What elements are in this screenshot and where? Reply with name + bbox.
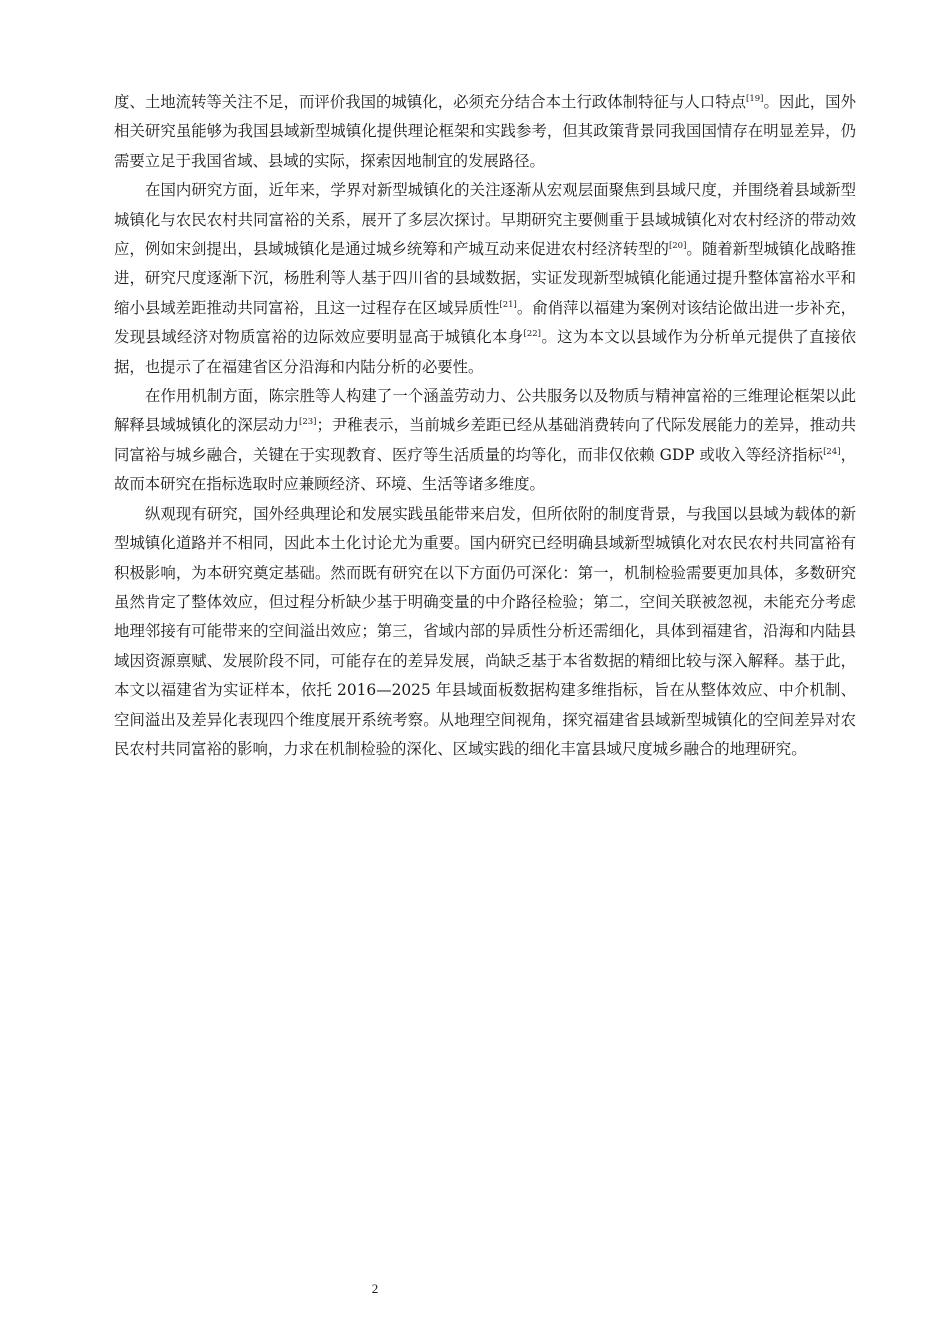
body-text [114,88,856,764]
paragraph-text: ，故而本研究在指标选取时应兼顾经济、环境、生活等诸多维度。 [114,445,856,494]
citation-marker: [20] [668,241,687,252]
paragraph-text: 。这为本文以县域作为分析单元提供了直接依据，也提示了在福建省区分沿海和内陆分析的必要性。 [114,328,856,376]
paragraph-text: 。随着新型城镇化战略推进，研究尺度逐渐下沉，杨胜利等人基于四川省的县域数据，实证发现新型城镇化能通过提升整体富裕水平和缩小县域差距推动共同富裕，且这一过程存在区域异质性 [114,240,856,317]
paragraph-text: 在作用机制方面，陈宗胜等人构建了一个涵盖劳动力、公共服务以及物质与精神富裕的三维理论框架以此解释县域城镇化的深层动力 [114,387,856,435]
paragraph-text: 度、土地流转等关注不足，而评价我国的城镇化，必须充分结合本土行政体制特征与人口特点 [114,93,747,111]
paragraph-text: 。因此，国外相关研究虽能够为我国县域新型城镇化提供理论框架和实践参考，但其政策背景同我国国情存在明显差异，仍需要立足于我国省域、县域的实际，探索因地制宜的发展路径。 [114,93,856,170]
citation-marker: [21] [499,299,517,310]
paragraph-text: 在国内研究方面，近年来，学界对新型城镇化的关注逐渐从宏观层面聚焦到县域尺度，并围绕着县域新型城镇化与农民农村共同富裕的关系，展开了多层次探讨。早期研究主要侧重于县域城镇化对农村经济的带动效应，例如宋剑提出，县域城镇化是通过城乡统筹和产城互动来促进农村经济转型的 [114,181,856,259]
paragraph [114,500,856,765]
citation-marker: [23] [299,417,317,428]
paragraph [114,382,856,500]
citation-marker: [22] [523,329,541,340]
paragraph-text: 。俞俏萍以福建为案例对该结论做出进一步补充，发现县域经济对物质富裕的边际效应要明显高于城镇化本身 [114,298,856,347]
paragraph [114,176,856,382]
paragraph-text: 纵观现有研究，国外经典理论和发展实践虽能带来启发，但所依附的制度背景，与我国以县域为载体的新型城镇化道路并不相同，因此本土化讨论尤为重要。国内研究已经明确县域新型城镇化对农民农村共同富裕有积极影响，为本研究奠定基础。然而既有研究在以下方面仍可深化：第一，机制检验需要更加具体，多数研究虽然肯定了整体效应，但过程分析缺少基于明确变量的中介路径检验；第二，空间关联被忽视，未能充分考虑地理邻接有可能带来的空间溢出效应；第三，省域内部的异质性分析还需细化，具体到福建省，沿海和内陆县域因资源禀赋、发展阶段不同，可能存在的差异发展，尚缺乏基于本省数据的精细比较与深入解释。基于此，本文以福建省为实证样本，依托 2016—2025 年县域面板数据构建多维指标，旨在从整体效应、中介机制、空间溢出及差异化表现四个维度展开系统考察。从地理空间视角，探究福建省县域新型城镇化的空间差异对农民农村共同富裕的影响，力求在机制检验的深化、区域实践的细化丰富县域尺度城乡融合的地理研究。 [114,504,856,758]
paragraph-text: ；尹稚表示，当前城乡差距已经从基础消费转向了代际发展能力的差异，推动共同富裕与城乡融合，关键在于实现教育、医疗等生活质量的均等化，而非仅依赖 GDP 或收入等经济指标 [114,416,856,464]
paragraph [114,88,856,176]
citation-marker: [24] [823,446,841,457]
citation-marker: [19] [746,94,764,104]
page-number: 2 [371,1281,379,1296]
